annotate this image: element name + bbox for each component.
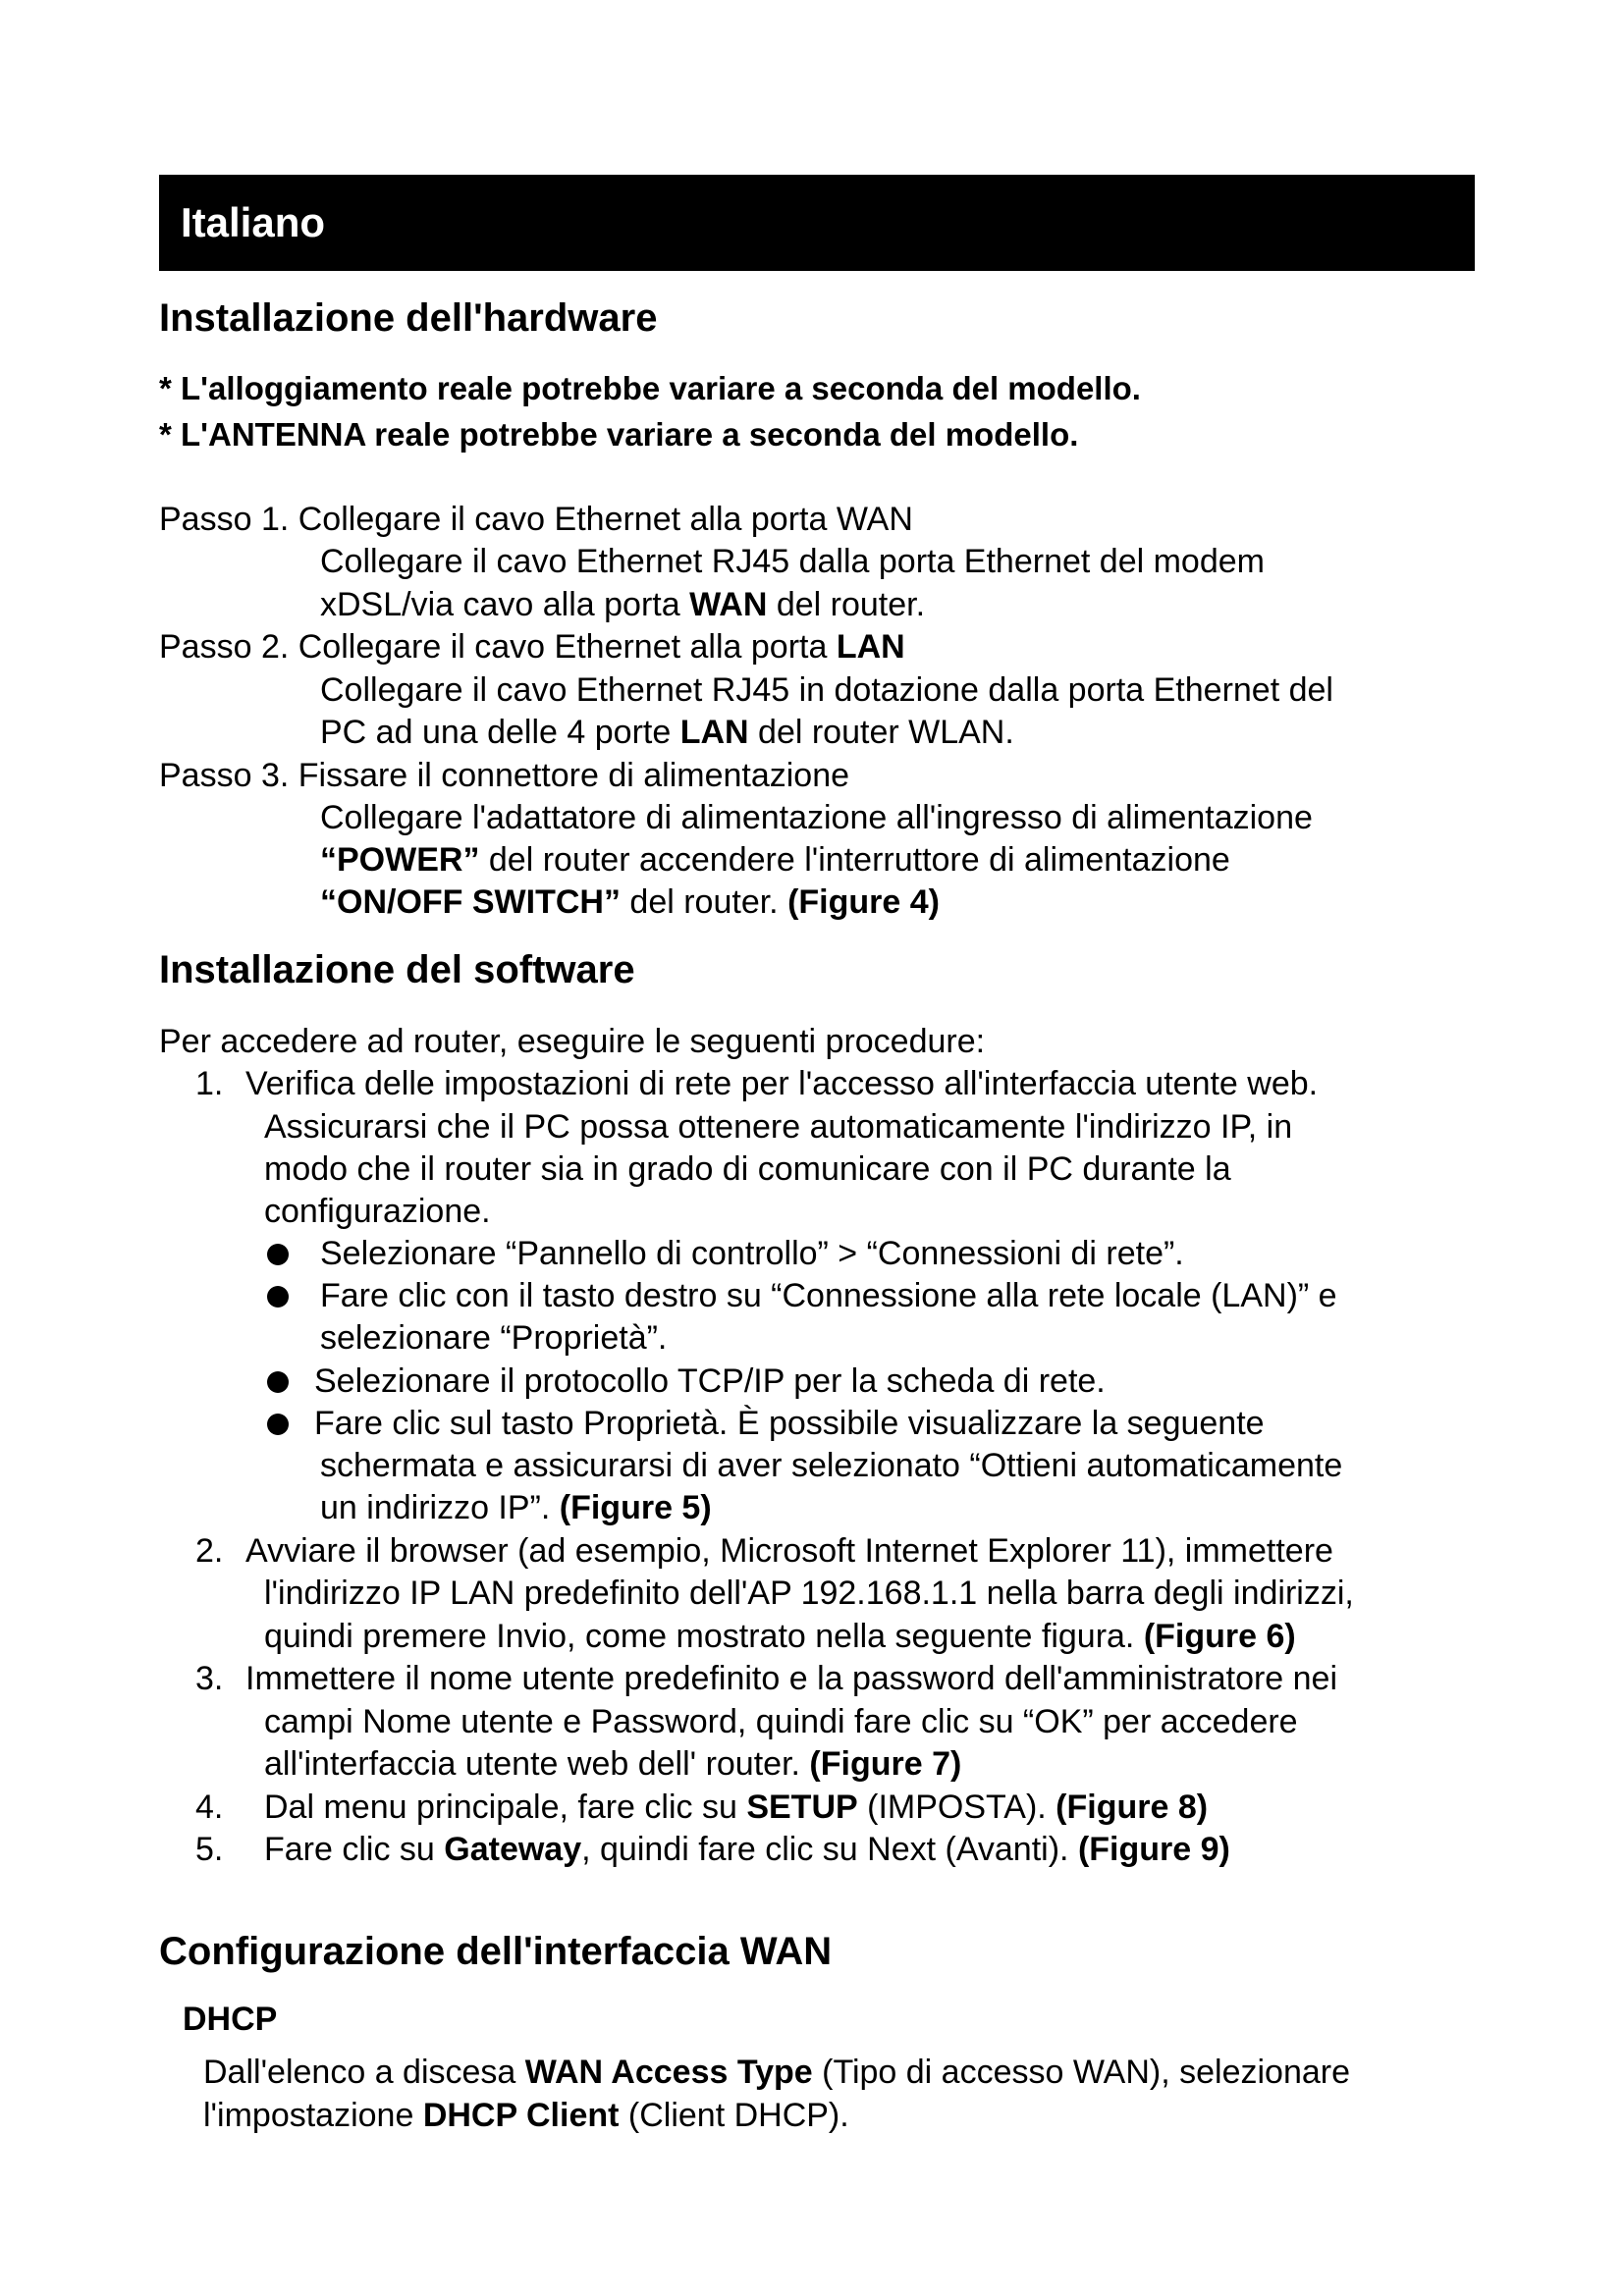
- language-banner: [159, 175, 1475, 271]
- hardware-note-1: * L'alloggiamento reale potrebbe variare a seconda del modello.: [159, 370, 1141, 406]
- step3-line1: Collegare l'adattatore di alimentazione all'ingresso di alimentazione: [320, 799, 1313, 836]
- item3-line2: campi Nome utente e Password, quindi fare clic su “OK” per accedere: [264, 1703, 1298, 1740]
- wan-subheading: DHCP: [183, 2001, 278, 2038]
- item4-text: Dal menu principale, fare clic su SETUP (IMPOSTA). (Figure 8): [264, 1789, 1209, 1826]
- item3-number: 3.: [195, 1660, 224, 1697]
- item2-line3: quindi premere Invio, come mostrato nella seguente figura. (Figure 6): [264, 1618, 1296, 1655]
- hardware-note-2: * L'ANTENNA reale potrebbe variare a seconda del modello.: [159, 416, 1079, 453]
- item1-line1: Verifica delle impostazioni di rete per l'accesso all'interfaccia utente web.: [245, 1065, 1319, 1102]
- item1-bullet3: Selezionare il protocollo TCP/IP per la scheda di rete.: [314, 1362, 1106, 1400]
- item5-number: 5.: [195, 1831, 224, 1868]
- item4-number: 4.: [195, 1789, 224, 1826]
- step1-line2: xDSL/via cavo alla porta WAN del router.: [320, 586, 926, 623]
- item1-bullet4-line1: Fare clic sul tasto Proprietà. È possibile visualizzare la seguente: [314, 1405, 1265, 1442]
- software-intro: Per accedere ad router, eseguire le seguenti procedure:: [159, 1023, 986, 1060]
- item1-bullet2-line1: Fare clic con il tasto destro su “Connessione alla rete locale (LAN)” e: [320, 1277, 1337, 1314]
- item2-line2: l'indirizzo IP LAN predefinito dell'AP 192.168.1.1 nella barra degli indirizzi,: [264, 1575, 1354, 1612]
- item1-line3: modo che il router sia in grado di comunicare con il PC durante la: [264, 1150, 1231, 1188]
- item1-bullet4-line2: schermata e assicurarsi di aver selezionato “Ottieni automaticamente: [320, 1447, 1343, 1484]
- item1-bullet2-line2: selezionare “Proprietà”.: [320, 1319, 668, 1357]
- step1-title: Passo 1. Collegare il cavo Ethernet alla porta WAN: [159, 501, 913, 538]
- item3-line1: Immettere il nome utente predefinito e la password dell'amministratore nei: [245, 1660, 1338, 1697]
- item1-bullet4-line3: un indirizzo IP”. (Figure 5): [320, 1489, 712, 1526]
- item1-line2: Assicurarsi che il PC possa ottenere automaticamente l'indirizzo IP, in: [264, 1108, 1293, 1146]
- step3-line2: “POWER” del router accendere l'interruttore di alimentazione: [320, 841, 1230, 879]
- step2-line1: Collegare il cavo Ethernet RJ45 in dotazione dalla porta Ethernet del: [320, 671, 1333, 709]
- wan-line1: Dall'elenco a discesa WAN Access Type (Tipo di accesso WAN), selezionare: [203, 2054, 1351, 2091]
- item1-bullet1: Selezionare “Pannello di controllo” > “Connessioni di rete”.: [320, 1235, 1184, 1272]
- item2-line1: Avviare il browser (ad esempio, Microsoft Internet Explorer 11), immettere: [245, 1532, 1333, 1570]
- step1-line1: Collegare il cavo Ethernet RJ45 dalla porta Ethernet del modem: [320, 543, 1265, 580]
- wan-heading: Configurazione dell'interfaccia WAN: [159, 1930, 833, 1973]
- step3-line3: “ON/OFF SWITCH” del router. (Figure 4): [320, 883, 940, 921]
- wan-line2: l'impostazione DHCP Client (Client DHCP).: [203, 2097, 849, 2134]
- item2-number: 2.: [195, 1532, 224, 1570]
- bullet-icon: [267, 1244, 289, 1265]
- banner-title: Italiano: [181, 199, 326, 245]
- step3-title: Passo 3. Fissare il connettore di alimentazione: [159, 757, 850, 794]
- software-heading: Installazione del software: [159, 948, 635, 991]
- bullet-icon: [267, 1371, 289, 1393]
- hardware-heading: Installazione dell'hardware: [159, 296, 658, 340]
- step2-title: Passo 2. Collegare il cavo Ethernet alla porta LAN: [159, 628, 905, 666]
- item1-number: 1.: [195, 1065, 224, 1102]
- item5-text: Fare clic su Gateway, quindi fare clic su Next (Avanti). (Figure 9): [264, 1831, 1230, 1868]
- step2-line2: PC ad una delle 4 porte LAN del router WLAN.: [320, 714, 1014, 751]
- bullet-icon: [267, 1286, 289, 1308]
- item1-line4: configurazione.: [264, 1193, 491, 1230]
- item3-line3: all'interfaccia utente web dell' router. (Figure 7): [264, 1745, 962, 1783]
- bullet-icon: [267, 1414, 289, 1435]
